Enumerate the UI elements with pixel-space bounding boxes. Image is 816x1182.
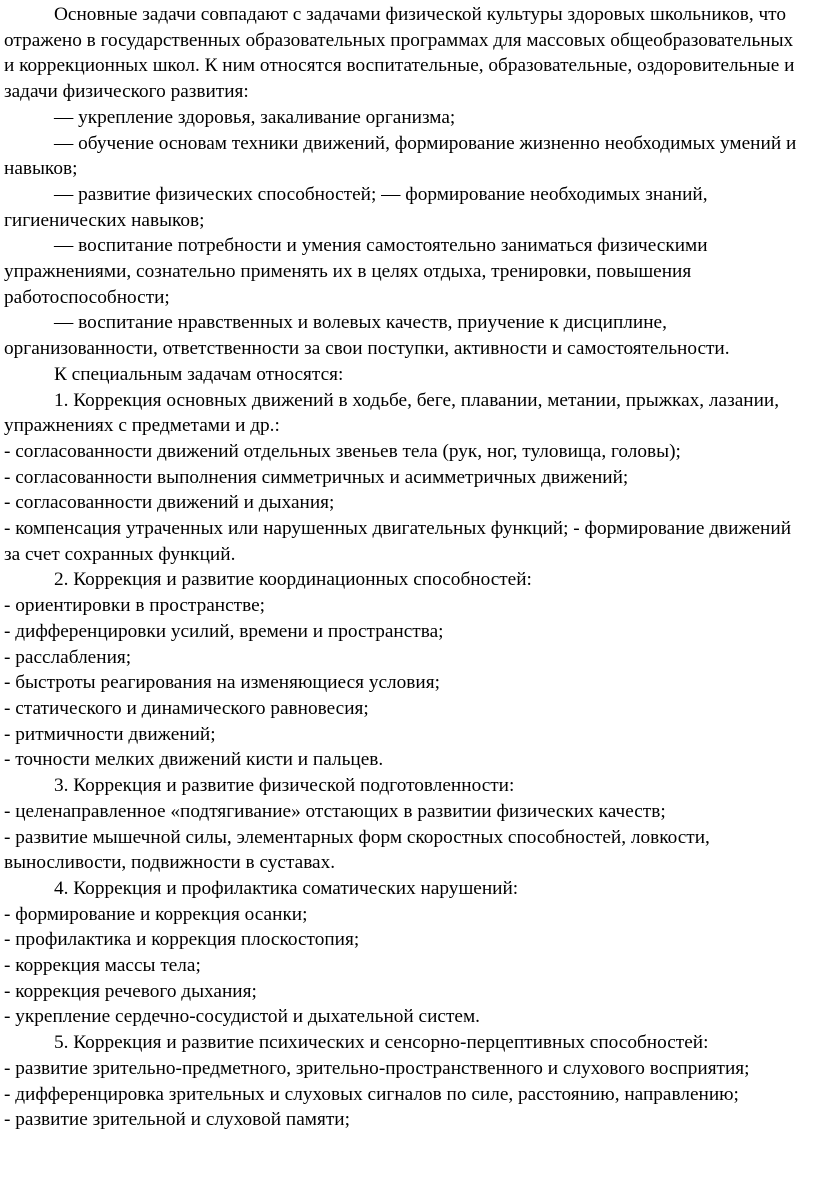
paragraph: 3. Коррекция и развитие физической подготовленности: [54,775,515,797]
list-item: - дифференцировки усилий, времени и пространства; [4,620,444,642]
list-item: - коррекция массы тела; [4,955,201,977]
list-item: - развитие мышечной силы, элементарных форм скоростных способностей, ловкости, выносливости, подвижности в суставах. [4,826,710,874]
list-item: - укрепление сердечно-сосудистой и дыхательной систем. [4,1006,480,1028]
list-item: - расслабления; [4,646,132,668]
list-item: - согласованности выполнения симметричных и асимметричных движений; [4,466,629,488]
list-item: - профилактика и коррекция плоскостопия; [4,929,360,951]
paragraph: К специальным задачам относятся: [54,363,344,385]
list-item: - развитие зрительно-предметного, зрительно-пространственного и слухового восприятия; [4,1057,750,1079]
paragraph: — укрепление здоровья, закаливание организма; [54,106,456,128]
paragraph: — воспитание нравственных и волевых качеств, приучение к дисциплине, организованности, ответственности за свои поступки, активности и самостоятельности. [4,312,730,360]
paragraph: Основные задачи совпадают с задачами физической культуры здоровых школьников, что отражено в государственных образовательных программах для массовых общеобразовательных и коррекционных школ. К ним относятся воспитательные, образовательные, оздоровительные и задачи физического развития: [4,4,795,103]
paragraph: 5. Коррекция и развитие психических и сенсорно-перцептивных способностей: [54,1032,709,1054]
list-item: - точности мелких движений кисти и пальцев. [4,749,384,771]
list-item: - быстроты реагирования на изменяющиеся условия; [4,672,440,694]
paragraph: 4. Коррекция и профилактика соматических нарушений: [54,877,519,899]
paragraph: — воспитание потребности и умения самостоятельно заниматься физическими упражнениями, сознательно применять их в целях отдыха, тренировки, повышения работоспособности; [4,235,708,308]
list-item: - ориентировки в пространстве; [4,595,265,617]
list-item: - формирование и коррекция осанки; [4,903,308,925]
paragraph: 2. Коррекция и развитие координационных способностей: [54,569,532,591]
paragraph: — обучение основам техники движений, формирование жизненно необходимых умений и навыков; [4,132,797,180]
list-item: - коррекция речевого дыхания; [4,980,257,1002]
list-item: - дифференцировка зрительных и слуховых сигналов по силе, расстоянию, направлению; [4,1083,739,1105]
paragraph: 1. Коррекция основных движений в ходьбе, беге, плавании, метании, прыжках, лазании, упражнениях с предметами и др.: [4,389,780,437]
list-item: - статического и динамического равновесия; [4,697,369,719]
list-item: - целенаправленное «подтягивание» отстающих в развитии физических качеств; [4,800,666,822]
list-item: - компенсация утраченных или нарушенных двигательных функций; - формирование движений за счет сохранных функций. [4,518,792,565]
paragraph: — развитие физических способностей; — формирование необходимых знаний, гигиенических навыков; [4,183,708,231]
list-item: - согласованности движений и дыхания; [4,492,335,514]
list-item: - развитие зрительной и слуховой памяти; [4,1109,350,1131]
list-item: - согласованности движений отдельных звеньев тела (рук, ног, туловища, головы); [4,440,681,462]
list-item: - ритмичности движений; [4,723,216,745]
